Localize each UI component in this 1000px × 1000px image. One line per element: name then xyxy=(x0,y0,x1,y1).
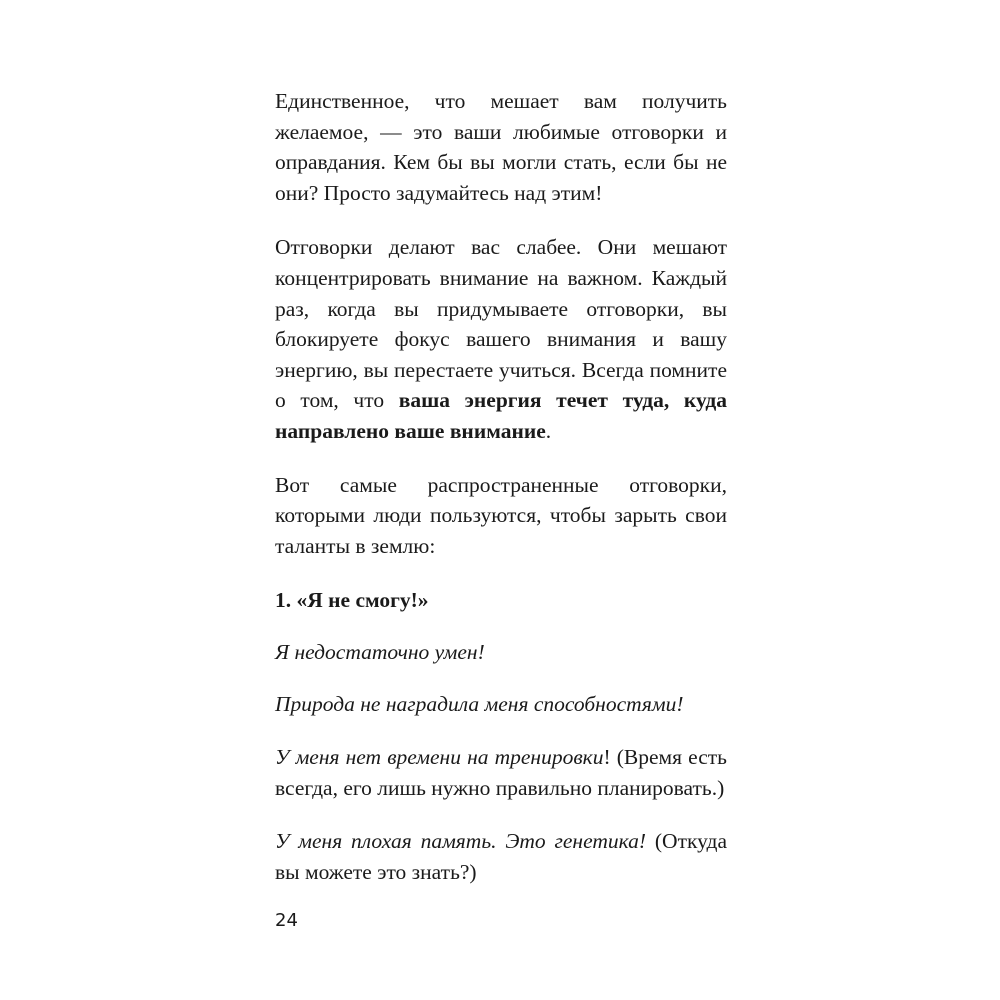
emphasis-energy-follows-attention: ваша энергия течет туда, куда направлено ваше внимание xyxy=(275,388,727,443)
page-body xyxy=(275,86,727,887)
excuse-line-2: Природа не наградила меня способностями! xyxy=(275,691,684,716)
excuse-quote: У меня нет времени на тренировки xyxy=(275,745,604,770)
excuse-comment: ! (Время есть всегда, его лишь нужно правильно планировать.) xyxy=(275,745,727,800)
paragraph-common-excuses: Вот самые распространенные отговорки, которыми люди пользуются, чтобы зарыть свои таланты в землю: xyxy=(275,472,727,558)
excuse-line-3 xyxy=(275,742,727,803)
section-heading: 1. «Я не смогу!» xyxy=(275,588,429,613)
excuse-line-4 xyxy=(275,826,727,887)
paragraph-text: Отговорки делают вас слабее. Они мешают концентрировать внимание на важном. Каждый раз, когда вы придумываете отговорки, вы блокируете фокус вашего внимания и вашу энергию, вы перестаете учиться. Всегда помните о том, что xyxy=(275,235,727,413)
paragraph-excuses-weaken xyxy=(275,232,727,446)
paragraph-intro: Единственное, что мешает вам получить желаемое, — это ваши любимые отговорки и оправдания. Кем бы вы могли стать, если бы не они? Просто задумайтесь над этим! xyxy=(275,89,727,205)
paragraph-end: . xyxy=(545,418,552,443)
page-number: 24 xyxy=(275,910,298,931)
excuse-line-1: Я недостаточно умен! xyxy=(275,639,485,664)
excuse-comment: (Откуда вы можете это знать?) xyxy=(275,829,727,884)
excuse-quote: У меня плохая память. Это генетика! xyxy=(275,829,647,854)
